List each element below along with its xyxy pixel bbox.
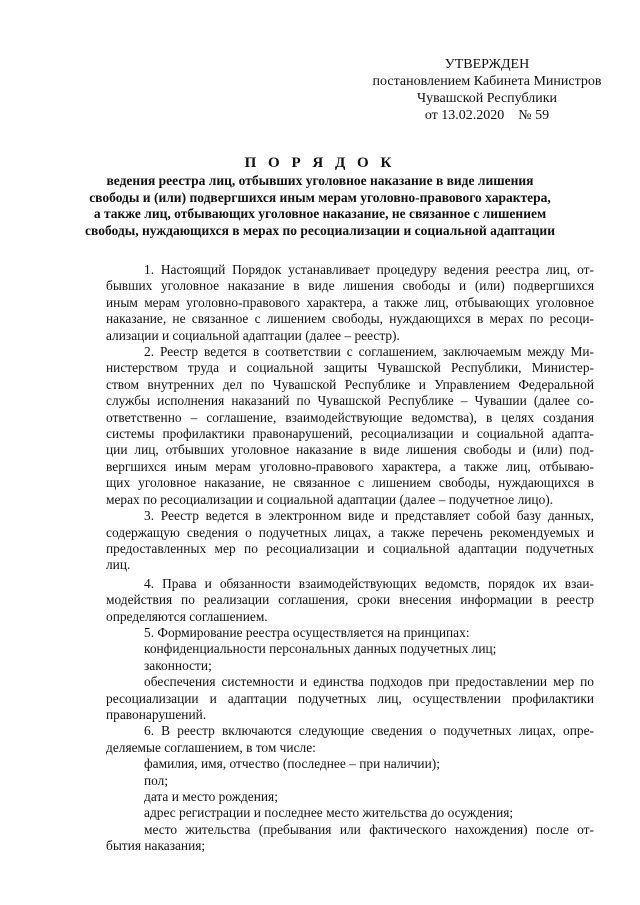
text-line: службы исполнения наказаний по Чувашской Республике – Чувашии (далее со- bbox=[106, 393, 594, 409]
principle-item: обеспечения системности и единства подходов при предоставлении мер по bbox=[144, 674, 594, 690]
principle-item: законности; bbox=[144, 657, 212, 673]
text-line: 3. Реестр ведется в электронном виде и представляет собой базу данных, bbox=[144, 508, 594, 524]
info-item: дата и место рождения; bbox=[144, 789, 278, 804]
text-line: ции лиц, отбывших уголовное наказание в виде лишения свободы и (или) под- bbox=[106, 442, 594, 458]
subtitle-line: ведения реестра лиц, отбывших уголовное наказание в виде лишения bbox=[106, 173, 534, 188]
text-line: ресоциализации и адаптации подучетных лиц, осуществлении профилактики bbox=[106, 690, 594, 706]
document-title bbox=[40, 154, 600, 239]
paragraph-5 bbox=[106, 625, 594, 723]
text-line: ством внутренних дел по Чувашской Республике и Управлением Федеральной bbox=[106, 376, 594, 392]
title-subtitle bbox=[40, 173, 600, 239]
text-line: вергшихся иным мерам уголовно-правового характера, а также лиц, отбываю- bbox=[106, 458, 594, 474]
approval-status: УТВЕРЖДЕН bbox=[444, 57, 530, 72]
text-line: системы профилактики правонарушений, ресоциализации и социальной адапта- bbox=[106, 426, 594, 442]
text-line: мерах по ресоциализации и социальной адаптации (далее – подучетное лицо). bbox=[106, 491, 554, 507]
text-line: модействия по реализации соглашения, сроки внесения информации в реестр bbox=[106, 592, 594, 608]
text-line: правонарушений. bbox=[106, 706, 207, 722]
paragraph-6 bbox=[106, 723, 594, 854]
text-line: 6. В реестр включаются следующие сведения о подучетных лицах, опре- bbox=[144, 723, 594, 739]
text-line: нистерством труда и социальной защиты Чувашской Республики, Министер- bbox=[106, 360, 594, 376]
paragraph-1 bbox=[106, 262, 594, 344]
text-line: деляемые соглашением, в том числе: bbox=[106, 739, 316, 755]
text-line: предоставленных мер по ресоциализации и социальной адаптации подучетных bbox=[106, 540, 594, 556]
text-line: иным мерам уголовно-правового характера, а также лиц, отбывающих уголовное bbox=[106, 294, 594, 310]
text-line: ответственно – соглашение, взаимодействующие ведомства), в целях создания bbox=[106, 409, 594, 425]
subtitle-line: а также лиц, отбывающих уголовное наказание, не связанное с лишением bbox=[93, 206, 547, 221]
approval-line-1: постановлением Кабинета Министров bbox=[372, 74, 602, 89]
text-line: щих уголовное наказание, не связанное с лишением свободы, нуждающихся в bbox=[106, 475, 594, 491]
subtitle-line: свободы, нуждающихся в мерах по ресоциализации и социальной адаптации bbox=[85, 222, 555, 238]
approval-stamp bbox=[362, 56, 612, 124]
principle-item: конфиденциальности персональных данных подучетных лиц; bbox=[144, 641, 497, 657]
approval-line-2: Чувашской Республики bbox=[416, 91, 558, 106]
text-line: лиц. bbox=[106, 557, 131, 573]
text-line: наказание, не связанное с лишением свободы, нуждающихся в мерах по ресоци- bbox=[106, 311, 594, 327]
text-line: ализации и социальной адаптации (далее – реестр). bbox=[106, 327, 400, 343]
text-line: бытия наказания; bbox=[106, 838, 206, 854]
text-line: содержащую сведения о подучетных лицах, а также перечень рекомендуемых и bbox=[106, 524, 594, 540]
text-line: бывших уголовное наказание в виде лишения свободы и (или) подвергшихся bbox=[106, 278, 594, 294]
text-line: определяются соглашением. bbox=[106, 608, 268, 624]
approval-line-3: от 13.02.2020 № 59 bbox=[424, 108, 550, 123]
info-item: место жительства (пребывания или фактического нахождения) после от- bbox=[144, 821, 594, 837]
title-heading: П О Р Я Д О К bbox=[244, 155, 396, 171]
document-body bbox=[106, 262, 594, 855]
paragraph-3 bbox=[106, 508, 594, 574]
text-line: 5. Формирование реестра осуществляется на принципах: bbox=[144, 624, 470, 640]
info-item: пол; bbox=[144, 772, 169, 788]
paragraph-2 bbox=[106, 344, 594, 508]
text-line: 4. Права и обязанности взаимодействующих ведомств, порядок их взаи- bbox=[144, 575, 594, 591]
paragraph-4 bbox=[106, 576, 594, 625]
info-item: фамилия, имя, отчество (последнее – при наличии); bbox=[144, 756, 440, 772]
text-line: 1. Настоящий Порядок устанавливает процедуру ведения реестра лиц, от- bbox=[144, 262, 594, 277]
info-item: адрес регистрации и последнее место жительства до осуждения; bbox=[144, 805, 514, 821]
subtitle-line: свободы и (или) подвергшихся иным мерам уголовно-правового характера, bbox=[89, 189, 551, 205]
text-line: 2. Реестр ведется в соответствии с соглашением, заключаемым между Ми- bbox=[144, 344, 594, 360]
